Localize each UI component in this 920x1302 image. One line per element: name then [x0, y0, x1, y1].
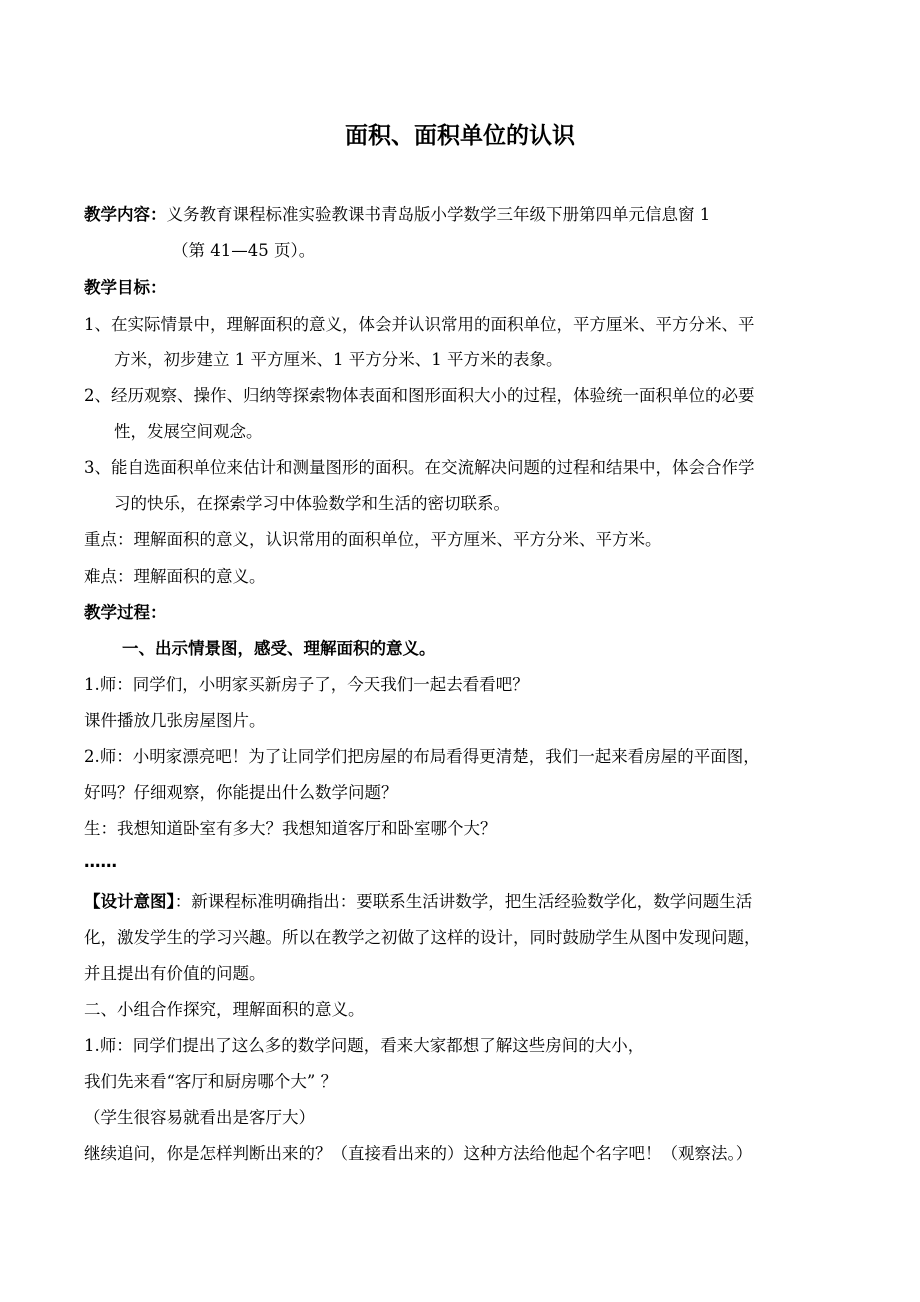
design-intent-label: 【设计意图】 — [84, 892, 175, 911]
paragraph: 继续追问，你是怎样判断出来的？（直接看出来的）这种方法给他起个名字吧！（观察法。） — [84, 1144, 753, 1163]
goal-2-line-2: 性，发展空间观念。 — [114, 422, 263, 441]
paragraph: 1.师：同学们，小明家买新房子了，今天我们一起去看看吧？ — [84, 675, 529, 694]
goal-3-line-2: 习的快乐，在探索学习中体验数学和生活的密切联系。 — [114, 494, 510, 513]
goal-1-line-2: 方米，初步建立 1 平方厘米、1 平方分米、1 平方米的表象。 — [114, 350, 563, 369]
section-1-heading: 一、出示情景图，感受、理解面积的意义。 — [122, 639, 436, 658]
paragraph: 1.师：同学们提出了这么多的数学问题，看来大家都想了解这些房间的大小， — [84, 1036, 645, 1055]
paragraph: 好吗？仔细观察，你能提出什么数学问题？ — [84, 783, 398, 802]
key-point: 重点：理解面积的意义，认识常用的面积单位，平方厘米、平方分米、平方米。 — [84, 530, 662, 549]
goal-1-line-1: 1、在实际情景中，理解面积的意义，体会并认识常用的面积单位，平方厘米、平方分米、平 — [84, 315, 755, 334]
design-intent-line-2: 化，激发学生的学习兴趣。所以在教学之初做了这样的设计，同时鼓励学生从图中发现问题， — [84, 928, 761, 947]
design-intent-text: ：新课程标准明确指出：要联系生活讲数学，把生活经验数学化，数学问题生活 — [174, 892, 753, 911]
paragraph: 生：我想知道卧室有多大？我想知道客厅和卧室哪个大？ — [84, 819, 497, 838]
content-pages: （第 41—45 页）。 — [172, 241, 316, 260]
paragraph: 课件播放几张房屋图片。 — [84, 711, 266, 730]
paragraph: 我们先来看“客厅和厨房哪个大” ？ — [84, 1072, 338, 1091]
design-intent-line-3: 并且提出有价值的问题。 — [84, 964, 266, 983]
content-line — [84, 202, 710, 228]
paragraph: （学生很容易就看出是客厅大） — [84, 1108, 315, 1127]
document-title: 面积、面积单位的认识 — [345, 123, 575, 149]
goal-2-line-1: 2、经历观察、操作、归纳等探索物体表面和图形面积大小的过程，体验统一面积单位的必要 — [84, 386, 755, 405]
design-intent-line-1 — [84, 889, 752, 915]
ellipsis: …… — [84, 852, 117, 871]
goals-heading: 教学目标： — [84, 278, 167, 297]
process-heading: 教学过程： — [84, 603, 167, 622]
content-label: 教学内容： — [84, 205, 167, 224]
paragraph: 2.师：小明家漂亮吧！为了让同学们把房屋的布局看得更清楚，我们一起来看房屋的平面图， — [84, 747, 760, 766]
content-text: 义务教育课程标准实验教课书青岛版小学数学三年级下册第四单元信息窗 1 — [166, 205, 711, 224]
difficulty: 难点：理解面积的意义。 — [84, 567, 266, 586]
goal-3-line-1: 3、能自选面积单位来估计和测量图形的面积。在交流解决问题的过程和结果中，体会合作学 — [84, 458, 755, 477]
section-2-heading: 二、小组合作探究，理解面积的意义。 — [84, 1000, 365, 1019]
